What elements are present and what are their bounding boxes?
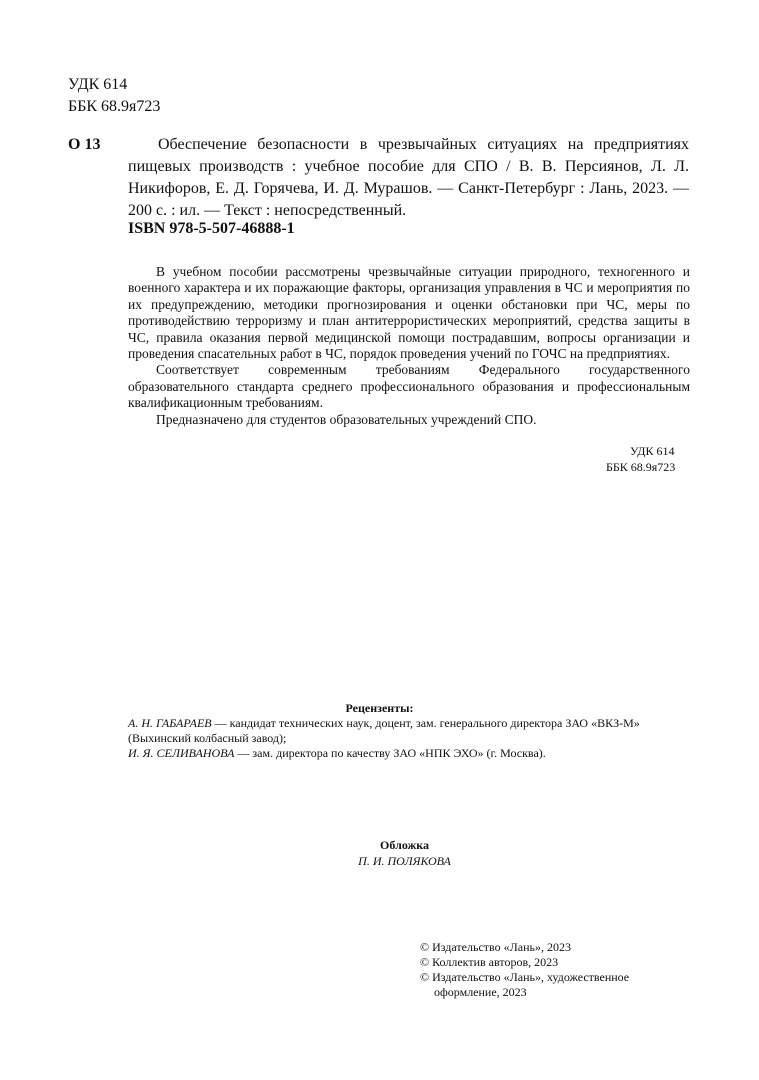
reviewer-1-name: А. Н. ГАБАРАЕВ bbox=[128, 716, 212, 730]
reviewer-2-details: — зам. директора по качеству ЗАО «НПК ЭХО» (г. Москва). bbox=[234, 746, 546, 760]
cover-designer: П. И. ПОЛЯКОВА bbox=[358, 854, 451, 868]
abstract-udk: УДК 614 bbox=[630, 444, 675, 458]
header-bbk: ББК 68.9я723 bbox=[68, 98, 161, 115]
abstract-paragraph-1: В учебном пособии рассмотрены чрезвычайные ситуации природного, техногенного и военного характера и их поражающие факторы, организация управления в ЧС и мероприятия по их предупреждению, методики прогнозирования и оценки обстановки при ЧС, меры по противодействию терроризму и план антитеррористических мероприятий, средства защиты в ЧС, правила оказания первой медицинской помощи пострадавшим, вопросы организации и проведения спасательных работ в ЧС, порядок проведения учений по ГОЧС на предприятиях. bbox=[128, 264, 690, 362]
reviewer-1 bbox=[128, 716, 693, 746]
abstract-paragraph-2: Соответствует современным требованиям Федерального государственного образовательного стандарта среднего профессионального образования и профессиональным квалификационным требованиям. bbox=[128, 362, 690, 411]
author-sign: О 13 bbox=[68, 136, 101, 153]
copyright-design-line2: оформление, 2023 bbox=[434, 985, 527, 999]
bibliographic-description: Обеспечение безопасности в чрезвычайных ситуациях на предприятиях пищевых производств : учебное пособие для СПО / В. В. Персиянов, Л. Л. Никифоров, Е. Д. Горячева, И. Д. Мурашов. — Санкт-Петербург : Лань, 2023. — 200 с. : ил. — Текст : непосредственный. bbox=[128, 136, 689, 219]
reviewer-2-name: И. Я. СЕЛИВАНОВА bbox=[128, 746, 235, 760]
abstract bbox=[128, 264, 690, 428]
header-udk: УДК 614 bbox=[68, 76, 128, 93]
copyright-publisher: © Издательство «Лань», 2023 bbox=[420, 940, 571, 954]
abstract-paragraph-3: Предназначено для студентов образовательных учреждений СПО. bbox=[156, 411, 537, 427]
copyright-authors: © Коллектив авторов, 2023 bbox=[420, 955, 559, 969]
cover-title: Обложка bbox=[380, 838, 429, 852]
isbn: ISBN 978-5-507-46888-1 bbox=[128, 220, 295, 237]
abstract-bbk: ББК 68.9я723 bbox=[606, 460, 676, 474]
copyright-design-line1: © Издательство «Лань», художественное bbox=[420, 970, 630, 984]
reviewer-2 bbox=[128, 746, 693, 761]
reviewers-title: Рецензенты: bbox=[345, 701, 414, 715]
reviewer-1-details: — кандидат технических наук, доцент, зам. генерального директора ЗАО «ВКЗ-М» (Выхинский колбасный завод); bbox=[128, 716, 640, 745]
